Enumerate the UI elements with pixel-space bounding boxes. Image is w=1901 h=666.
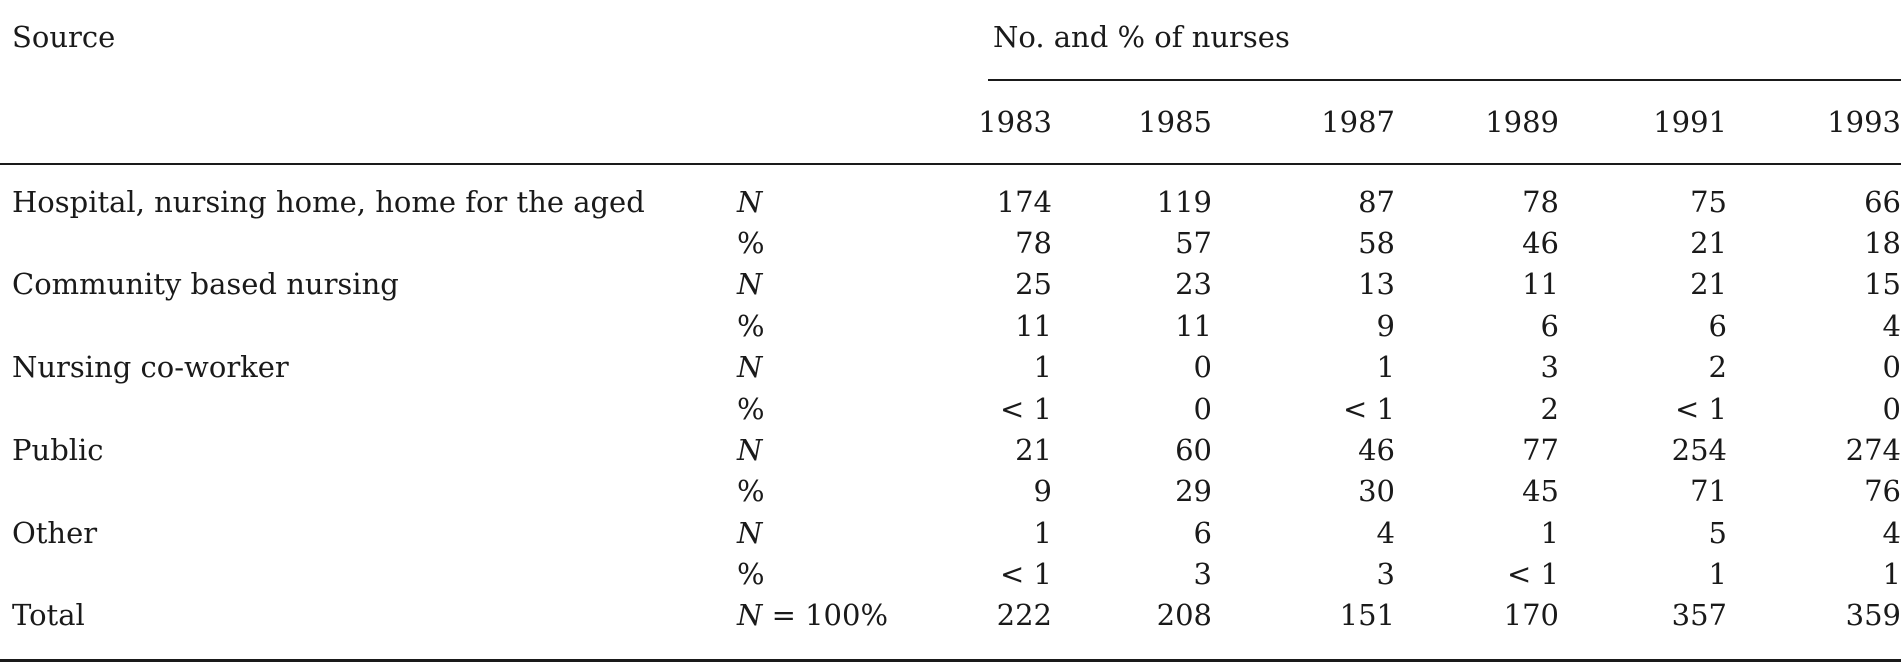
table-cell: 21 [1015,433,1052,467]
table-cell: 11 [1175,309,1212,343]
table-cell: 6 [1193,516,1212,550]
total-cell: 222 [996,598,1052,632]
source-header: Source [12,20,116,54]
table-cell: 274 [1845,433,1901,467]
table-cell: 9 [1033,474,1052,508]
total-unit-n: N [737,598,763,632]
bottom-rule [0,659,1901,662]
table-cell: 2 [1540,392,1559,426]
table-cell: 87 [1358,185,1395,219]
row-unit: N [737,350,763,384]
table-cell: 3 [1193,557,1212,591]
group-header-rule [988,79,1901,81]
table-cell: 0 [1193,350,1212,384]
table-cell: 0 [1882,350,1901,384]
table-cell: 21 [1690,267,1727,301]
row-unit: % [737,392,765,426]
table-cell: 66 [1864,185,1901,219]
table-cell: 1 [1708,557,1727,591]
table-cell: 1 [1882,557,1901,591]
table-cell: 29 [1175,474,1212,508]
table-cell: 1 [1033,350,1052,384]
row-unit: % [737,474,765,508]
table-cell: 78 [1522,185,1559,219]
table-cell: 4 [1882,309,1901,343]
year-header-cell: 1993 [1827,105,1901,139]
row-label: Hospital, nursing home, home for the aged [12,185,645,219]
row-label: Public [12,433,104,467]
row-unit: N [737,267,763,301]
table-cell: 18 [1864,226,1901,260]
table-cell: 1 [1376,350,1395,384]
table-cell: 57 [1175,226,1212,260]
row-unit: % [737,557,765,591]
table-cell: 21 [1690,226,1727,260]
table-cell: 11 [1015,309,1052,343]
table-cell: 4 [1376,516,1395,550]
total-cell: 170 [1503,598,1559,632]
table-cell: 119 [1156,185,1212,219]
table-cell: 1 [1033,516,1052,550]
table-cell: 6 [1708,309,1727,343]
total-unit [737,597,888,633]
table-cell: 77 [1522,433,1559,467]
table-cell: 174 [996,185,1052,219]
table-cell: 0 [1193,392,1212,426]
table-cell: 76 [1864,474,1901,508]
table-cell: 3 [1540,350,1559,384]
table-cell: 25 [1015,267,1052,301]
total-cell: 208 [1156,598,1212,632]
total-unit-rest: = 100% [762,598,889,632]
table-cell: < 1 [1000,392,1052,426]
table-cell: 6 [1540,309,1559,343]
total-label: Total [12,598,85,632]
table-cell: < 1 [1000,557,1052,591]
total-cell: 359 [1845,598,1901,632]
table-cell: 78 [1015,226,1052,260]
row-unit: N [737,185,763,219]
table-cell: 0 [1882,392,1901,426]
table-cell: 13 [1358,267,1395,301]
row-label: Nursing co-worker [12,350,289,384]
table-cell: < 1 [1507,557,1559,591]
table-cell: 46 [1522,226,1559,260]
header-rule [0,163,1901,165]
year-header-cell: 1989 [1485,105,1559,139]
total-cell: 151 [1339,598,1395,632]
table-cell: 5 [1708,516,1727,550]
year-header-cell: 1991 [1653,105,1727,139]
row-unit: N [737,516,763,550]
year-header-cell: 1987 [1321,105,1395,139]
table-cell: 9 [1376,309,1395,343]
table-cell: 58 [1358,226,1395,260]
table-cell: 23 [1175,267,1212,301]
table-cell: 11 [1522,267,1559,301]
row-unit: % [737,226,765,260]
row-label: Community based nursing [12,267,399,301]
group-header: No. and % of nurses [993,20,1290,54]
table-cell: 254 [1671,433,1727,467]
table-cell: < 1 [1343,392,1395,426]
table-cell: 15 [1864,267,1901,301]
table-cell: < 1 [1675,392,1727,426]
year-header-cell: 1983 [978,105,1052,139]
table-cell: 1 [1540,516,1559,550]
table-cell: 75 [1690,185,1727,219]
table-cell: 30 [1358,474,1395,508]
year-header-cell: 1985 [1138,105,1212,139]
table-cell: 4 [1882,516,1901,550]
table-cell: 2 [1708,350,1727,384]
table-cell: 60 [1175,433,1212,467]
table-cell: 46 [1358,433,1395,467]
row-unit: % [737,309,765,343]
row-unit: N [737,433,763,467]
table-cell: 3 [1376,557,1395,591]
row-label: Other [12,516,98,550]
table-cell: 71 [1690,474,1727,508]
total-cell: 357 [1671,598,1727,632]
table-cell: 45 [1522,474,1559,508]
